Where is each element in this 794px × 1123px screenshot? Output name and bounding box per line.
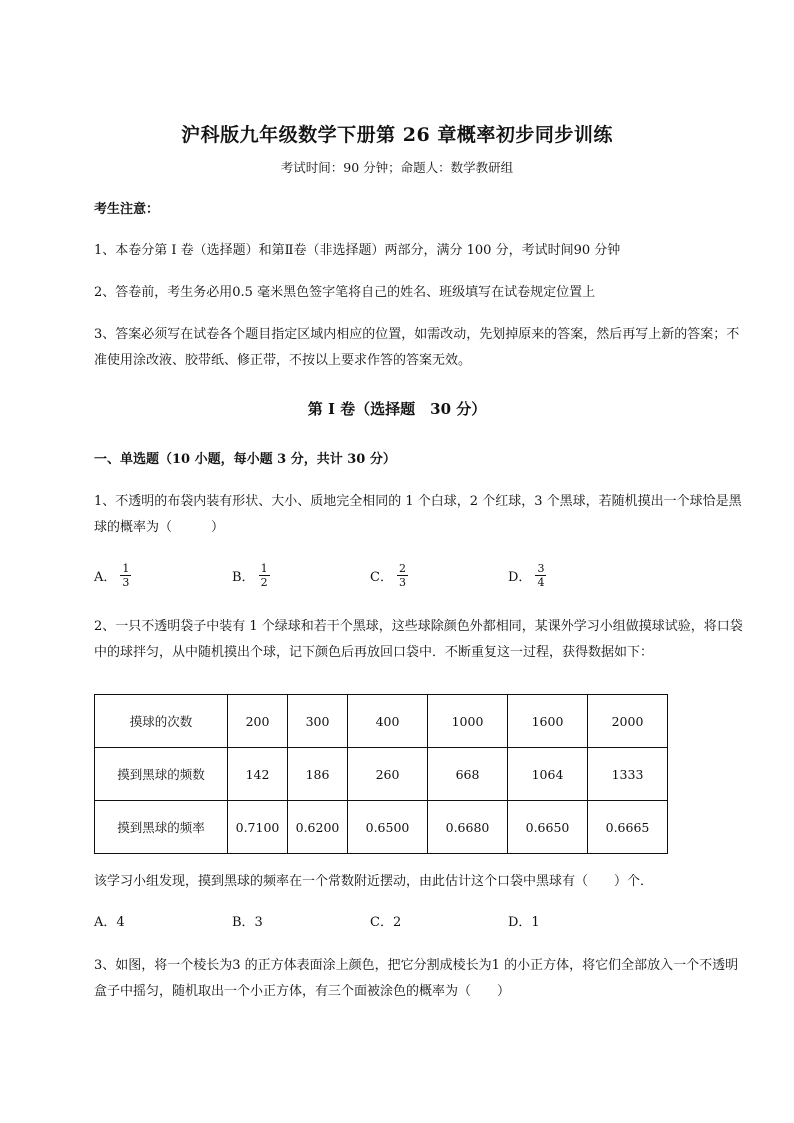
table-row xyxy=(95,695,668,748)
table-row xyxy=(95,748,668,801)
table-cell: 2000 xyxy=(588,695,668,748)
fraction xyxy=(120,562,131,589)
fraction-numerator: 1 xyxy=(260,562,268,575)
table-cell: 260 xyxy=(348,748,428,801)
fraction-denominator: 3 xyxy=(122,576,130,589)
table-cell: 142 xyxy=(228,748,288,801)
table-row-header: 摸球的次数 xyxy=(95,695,228,748)
table-cell: 0.6200 xyxy=(288,801,348,854)
question-1-option-b[interactable] xyxy=(232,562,270,589)
table-row-header: 摸到黑球的频率 xyxy=(95,801,228,854)
table-cell: 0.6665 xyxy=(588,801,668,854)
option-label: C． xyxy=(370,570,393,585)
table-cell: 186 xyxy=(288,748,348,801)
table-row-header: 摸到黑球的频数 xyxy=(95,748,228,801)
table-cell: 668 xyxy=(428,748,508,801)
fraction-denominator: 4 xyxy=(537,576,545,589)
notice-heading: 考生注意： xyxy=(94,202,160,217)
question-2-text: 2、一只不透明袋子中装有 1 个绿球和若干个黑球，这些球除颜色外都相同，某课外学习小组做摸球试验，将口袋中的球拌匀，从中随机摸出个球，记下颜色后再放回口袋中．不断重复这一过程，获得数据如下： xyxy=(94,619,743,660)
question-3-text: 3、如图，将一个棱长为3 的正方体表面涂上颜色，把它分割成棱长为1 的小正方体，将它们全部放入一个不透明盒子中摇匀，随机取出一个小正方体，有三个面被涂色的概率为（ ） xyxy=(94,958,739,999)
table-cell: 1333 xyxy=(588,748,668,801)
table-cell: 0.6650 xyxy=(508,801,588,854)
table-cell: 200 xyxy=(228,695,288,748)
notice-item-1: 1、本卷分第 I 卷（选择题）和第Ⅱ卷（非选择题）两部分，满分 100 分，考试时间90 分钟 xyxy=(94,243,621,258)
table-row xyxy=(95,801,668,854)
notice-item-3: 3、答案必须写在试卷各个题目指定区域内相应的位置，如需改动，先划掉原来的答案，然后再写上新的答案；不准使用涂改液、胶带纸、修正带，不按以上要求作答的答案无效。 xyxy=(94,327,740,368)
table-cell: 0.6680 xyxy=(428,801,508,854)
fraction-denominator: 3 xyxy=(398,576,406,589)
option-label: B． xyxy=(232,570,255,585)
fraction-numerator: 3 xyxy=(537,562,545,575)
part-heading: 一、单选题（10 小题，每小题 3 分，共计 30 分） xyxy=(94,452,396,467)
exam-subtitle: 考试时间：90 分钟；命题人：数学教研组 xyxy=(280,160,514,175)
table-cell: 0.7100 xyxy=(228,801,288,854)
option-label: D． xyxy=(508,570,532,585)
question-1-options xyxy=(94,562,744,602)
fraction xyxy=(397,562,408,589)
question-1-text: 1、不透明的布袋内装有形状、大小、质地完全相同的 1 个白球，2 个红球，3 个黑球，若随机摸出一个球恰是黑球的概率为（ ） xyxy=(94,494,742,535)
table-cell: 1000 xyxy=(428,695,508,748)
question-2-options xyxy=(94,911,744,937)
table-cell: 1064 xyxy=(508,748,588,801)
frequency-table xyxy=(94,694,668,854)
question-2-option-b[interactable]: B．3 xyxy=(232,915,263,930)
table-cell: 400 xyxy=(348,695,428,748)
exam-title: 沪科版九年级数学下册第 26 章概率初步同步训练 xyxy=(181,124,613,146)
fraction-numerator: 2 xyxy=(398,562,406,575)
fraction xyxy=(535,562,546,589)
question-2-option-d[interactable]: D．1 xyxy=(508,915,540,930)
question-2-option-a[interactable]: A．4 xyxy=(94,915,125,930)
question-2-option-c[interactable]: C．2 xyxy=(370,915,402,930)
question-1-option-c[interactable] xyxy=(370,562,408,589)
table-cell: 300 xyxy=(288,695,348,748)
question-2-followup: 该学习小组发现，摸到黑球的频率在一个常数附近摆动，由此估计这个口袋中黑球有（ ）个． xyxy=(94,874,654,889)
fraction-denominator: 2 xyxy=(260,576,268,589)
table-cell: 1600 xyxy=(508,695,588,748)
table-cell: 0.6500 xyxy=(348,801,428,854)
fraction xyxy=(259,562,270,589)
fraction-numerator: 1 xyxy=(122,562,130,575)
notice-item-2: 2、答卷前，考生务必用0.5 毫米黑色签字笔将自己的姓名、班级填写在试卷规定位置上 xyxy=(94,285,596,300)
section-title: 第 I 卷（选择题 30 分） xyxy=(307,400,487,418)
question-1-option-d[interactable] xyxy=(508,562,546,589)
option-label: A． xyxy=(94,570,117,585)
question-1-option-a[interactable] xyxy=(94,562,131,589)
